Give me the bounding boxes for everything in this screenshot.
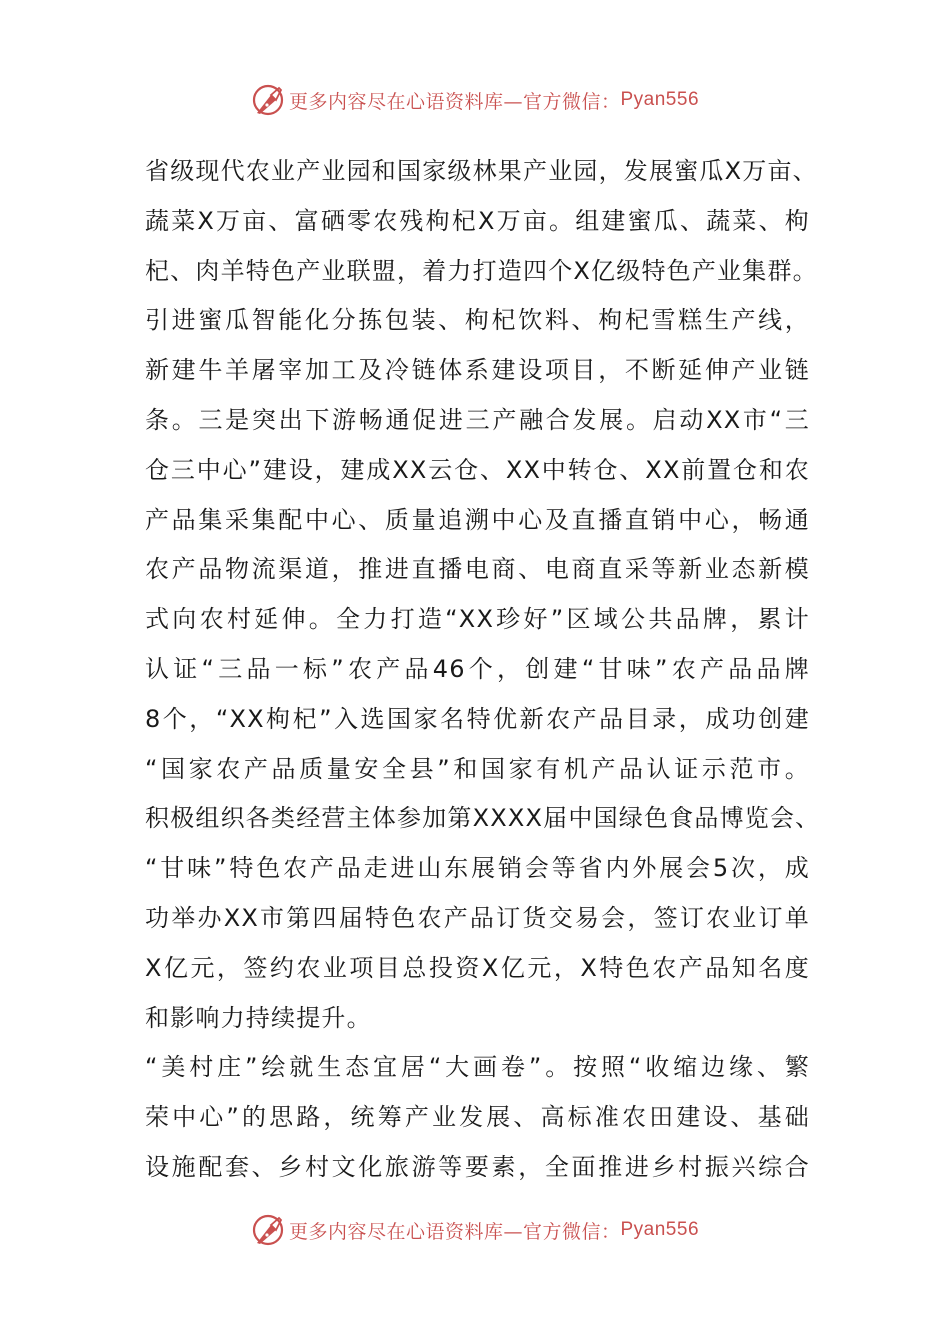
text-line: “甘味”特色农产品走进山东展销会等省内外展会5次，成: [145, 854, 810, 883]
text-line: 式向农村延伸。全力打造“XX珍好”区域公共品牌，累计: [145, 605, 810, 634]
header-watermark-id: Pyan556: [620, 89, 700, 110]
text-line: 积极组织各类经营主体参加第XXXX届中国绿色食品博览会、: [145, 804, 821, 833]
pen-nib-logo-icon: [251, 83, 285, 117]
text-line: 新建牛羊屠宰加工及冷链体系建设项目，不断延伸产业链: [145, 356, 810, 385]
text-line: 设施配套、乡村文化旅游等要素，全面推进乡村振兴综合: [145, 1152, 810, 1181]
text-line: “美村庄”绘就生态宜居“大画卷”。按照“收缩边缘、繁: [145, 1053, 810, 1082]
text-line: 和影响力持续提升。: [145, 1003, 372, 1032]
document-body: [145, 147, 821, 1193]
header-watermark-text: 更多内容尽在心语资料库—官方微信：: [288, 90, 621, 113]
footer-watermark-id: Pyan556: [620, 1219, 700, 1240]
text-line: 引进蜜瓜智能化分拣包装、枸杞饮料、枸杞雪糕生产线，: [145, 306, 810, 335]
text-line: “国家农产品质量安全县”和国家有机产品认证示范市。: [145, 754, 810, 783]
text-line: 杞、肉羊特色产业联盟，着力打造四个X亿级特色产业集群。: [145, 256, 818, 285]
text-line: 仓三中心”建设，建成XX云仓、XX中转仓、XX前置仓和农: [145, 455, 810, 484]
text-line: 农产品物流渠道，推进直播电商、电商直采等新业态新模: [145, 555, 810, 584]
footer-watermark: [0, 1210, 950, 1250]
text-line: 认证“三品一标”农产品46个，创建“甘味”农产品品牌: [145, 654, 810, 683]
header-watermark: [0, 80, 950, 120]
text-line: 功举办XX市第四届特色农产品订货交易会，签订农业订单: [145, 903, 810, 932]
text-line: 省级现代农业产业园和国家级林果产业园，发展蜜瓜X万亩、: [145, 157, 818, 185]
text-line: 蔬菜X万亩、富硒零农残枸杞X万亩。组建蜜瓜、蔬菜、枸: [145, 206, 810, 235]
text-line: 荣中心”的思路，统筹产业发展、高标准农田建设、基础: [145, 1103, 810, 1132]
pen-nib-logo-icon: [251, 1213, 285, 1247]
text-line: 条。三是突出下游畅通促进三产融合发展。启动XX市“三: [145, 405, 810, 434]
text-line: X亿元，签约农业项目总投资X亿元，X特色农产品知名度: [145, 953, 810, 982]
text-line: 产品集采集配中心、质量追溯中心及直播直销中心，畅通: [145, 505, 810, 534]
footer-watermark-text: 更多内容尽在心语资料库—官方微信：: [288, 1220, 621, 1243]
text-line: 8个，“XX枸杞”入选国家名特优新农产品目录，成功创建: [145, 704, 810, 733]
